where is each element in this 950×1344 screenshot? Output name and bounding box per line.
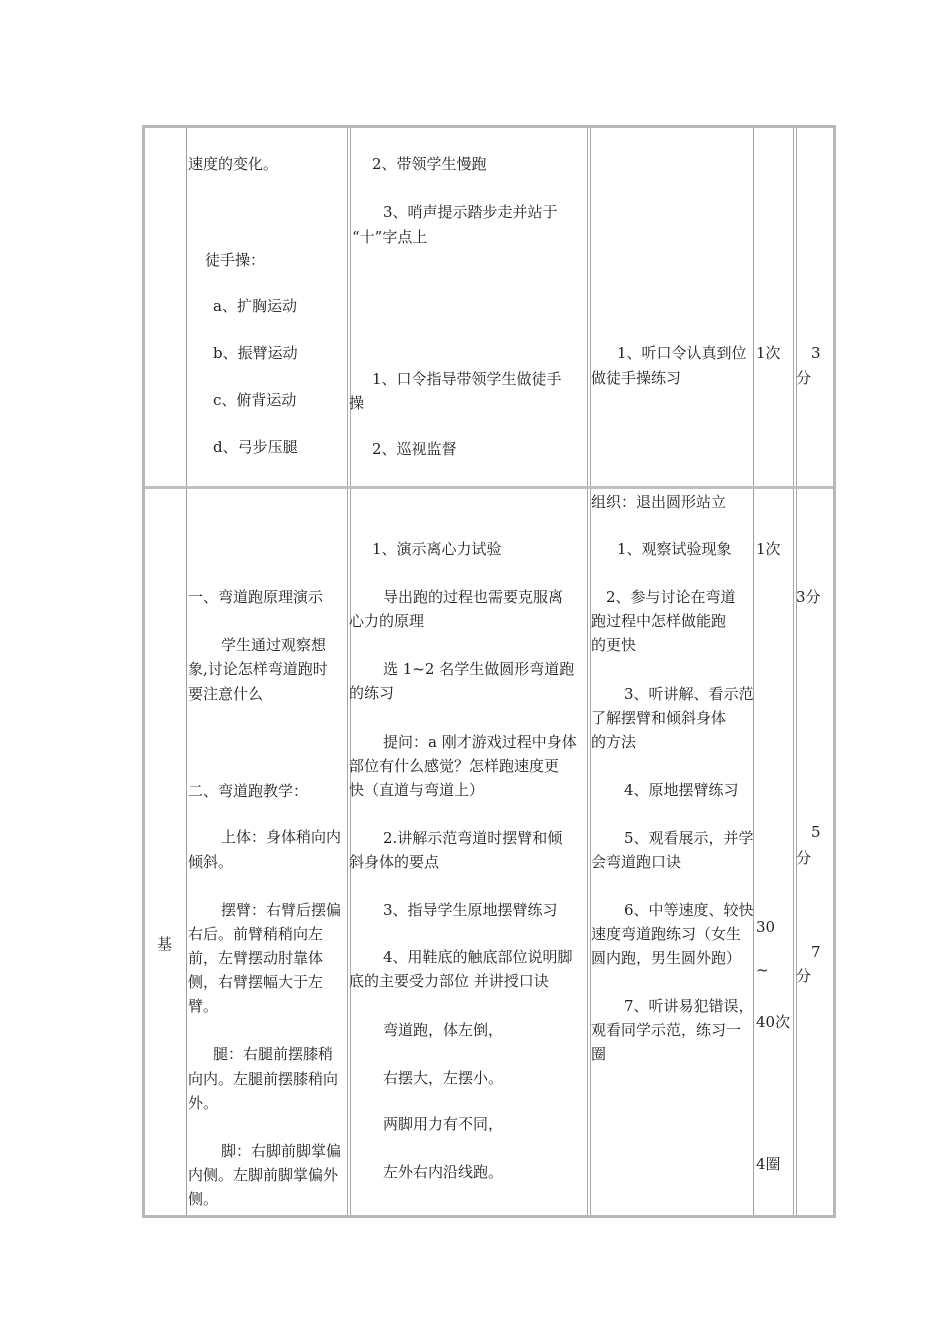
row2-student-line: 圆内跑，男生圆外跑）: [591, 949, 742, 967]
row1-content-line: a、扩胸运动: [213, 297, 297, 315]
row2-content-line: 倾斜。: [188, 853, 234, 871]
row1-teacher-line: 操: [349, 394, 365, 412]
row2-content-line: 臂。: [188, 997, 219, 1015]
row2-teacher-line: 两脚用力有不同，: [383, 1115, 504, 1133]
row2-teacher-line: 左外右内沿线跑。: [383, 1163, 504, 1181]
row2-teacher-line: 1、演示离心力试验: [372, 540, 502, 558]
row2-minutes-line: 分: [796, 967, 812, 985]
row2-student-line: 跑过程中怎样做能跑: [591, 612, 727, 630]
row2-content-line: 侧。: [188, 1190, 219, 1208]
row1-student-line: 1、听口令认真到位: [617, 344, 747, 362]
row2-teacher-line: 部位有什么感觉？怎样跑速度更: [349, 757, 560, 775]
row2-content-line: 外。: [188, 1094, 219, 1112]
row1-content-line: 徒手操：: [205, 251, 266, 269]
row2-content-line: 侧，右臂摆幅大于左: [188, 973, 324, 991]
row2-student-line: 观看同学示范，练习一: [591, 1021, 742, 1039]
row2-teacher-line: 右摆大，左摆小。: [383, 1069, 504, 1087]
row2-teacher-line: 4、用鞋底的触底部位说明脚: [383, 948, 573, 966]
row2-teacher-line: 底的主要受力部位 并讲授口诀: [349, 972, 549, 990]
row1-content-line: 速度的变化。: [188, 155, 279, 173]
row-divider: [145, 486, 833, 489]
column-divider: [793, 128, 797, 1215]
row2-student-line: 的方法: [591, 733, 637, 751]
row2-student-line: 组织：退出圆形站立: [591, 493, 727, 511]
row2-teacher-line: 3、指导学生原地摆臂练习: [383, 901, 558, 919]
row1-minutes-line: 分: [796, 369, 812, 387]
row2-teacher-line: 导出跑的过程也需要克服离: [383, 588, 564, 606]
row2-content-line: 腿：右腿前摆膝稍: [213, 1045, 334, 1063]
row2-student-line: 7、听讲易犯错误，: [624, 997, 754, 1015]
row2-content-line: 象,讨论怎样弯道跑时: [188, 660, 328, 678]
row2-student-line: 6、中等速度、较快: [624, 901, 754, 919]
row2-teacher-line: 心力的原理: [349, 612, 425, 630]
row2-student-line: 的更快: [591, 636, 637, 654]
row2-student-line: 5、观看展示，并学: [624, 829, 754, 847]
row2-times-line: 30: [756, 918, 776, 936]
row2-teacher-line: 的练习: [349, 684, 395, 702]
row1-teacher-line: 1、口令指导带领学生做徒手: [372, 370, 562, 388]
column-divider: [186, 128, 187, 1215]
row2-times-line: 1次: [756, 540, 781, 558]
row2-minutes-line: 7: [811, 943, 821, 961]
row2-content-line: 上体：身体稍向内: [221, 828, 342, 846]
row2-student-line: 4、原地摆臂练习: [624, 781, 739, 799]
row1-content-line: b、振臂运动: [213, 344, 298, 362]
row1-times: 1次: [756, 344, 781, 362]
row1-student-line: 做徒手操练习: [591, 369, 682, 387]
row1-teacher-line: “十”字点上: [352, 228, 428, 246]
row2-content-line: 要注意什么: [188, 685, 264, 703]
row2-content-line: 脚：右脚前脚掌偏: [221, 1142, 342, 1160]
row2-content-line: 前，左臂摆动肘靠体: [188, 949, 324, 967]
row1-teacher-line: 2、巡视监督: [372, 440, 457, 458]
row2-content-line: 向内。左腿前摆膝稍向: [188, 1070, 339, 1088]
row2-content-line: 摆臂：右臂后摆偏: [221, 901, 342, 919]
row2-student-line: 1、观察试验现象: [617, 540, 732, 558]
row1-minutes-line: 3: [811, 344, 821, 362]
row2-student-line: 速度弯道跑练习（女生: [591, 925, 742, 943]
row2-student-line: 3、听讲解、看示范: [624, 685, 754, 703]
row2-student-line: 会弯道跑口诀: [591, 853, 682, 871]
column-divider: [753, 128, 754, 1215]
row2-student-line: 了解摆臂和倾斜身体: [591, 709, 727, 727]
row2-teacher-line: 选 1~2 名学生做圆形弯道跑: [383, 660, 575, 678]
row2-teacher-line: 提问：a 刚才游戏过程中身体: [383, 733, 577, 751]
row2-minutes-line: 5: [811, 823, 821, 841]
row2-times-line: 4圈: [756, 1155, 781, 1173]
row2-teacher-line: 斜身体的要点: [349, 853, 440, 871]
row2-teacher-line: 弯道跑，体左倒，: [383, 1021, 504, 1039]
row1-teacher-line: 2、带领学生慢跑: [372, 155, 487, 173]
row2-teacher-line: 快（直道与弯道上）: [349, 781, 485, 799]
row2-times-line: 40次: [756, 1013, 791, 1031]
row2-content-line: 一、弯道跑原理演示: [188, 588, 324, 606]
row2-times-line: ~: [756, 961, 769, 979]
row1-teacher-line: 3、哨声提示踏步走并站于: [383, 203, 558, 221]
row2-minutes-line: 分: [796, 849, 812, 867]
row2-minutes-line: 3分: [796, 588, 821, 606]
row2-content-line: 二、弯道跑教学：: [188, 782, 309, 800]
row2-student-line: 2、参与讨论在弯道: [606, 588, 736, 606]
row1-content-line: d、弓步压腿: [213, 438, 298, 456]
row2-content-line: 学生通过观察想: [221, 636, 327, 654]
row1-content-line: c、俯背运动: [213, 391, 297, 409]
column-divider: [347, 128, 351, 1215]
stage-label: 基: [157, 935, 173, 953]
row2-teacher-line: 2.讲解示范弯道时摆臂和倾: [383, 829, 563, 847]
row2-student-line: 圈: [591, 1045, 607, 1063]
row2-content-line: 右后。前臂稍稍向左: [188, 925, 324, 943]
row2-content-line: 内侧。左脚前脚掌偏外: [188, 1166, 339, 1184]
